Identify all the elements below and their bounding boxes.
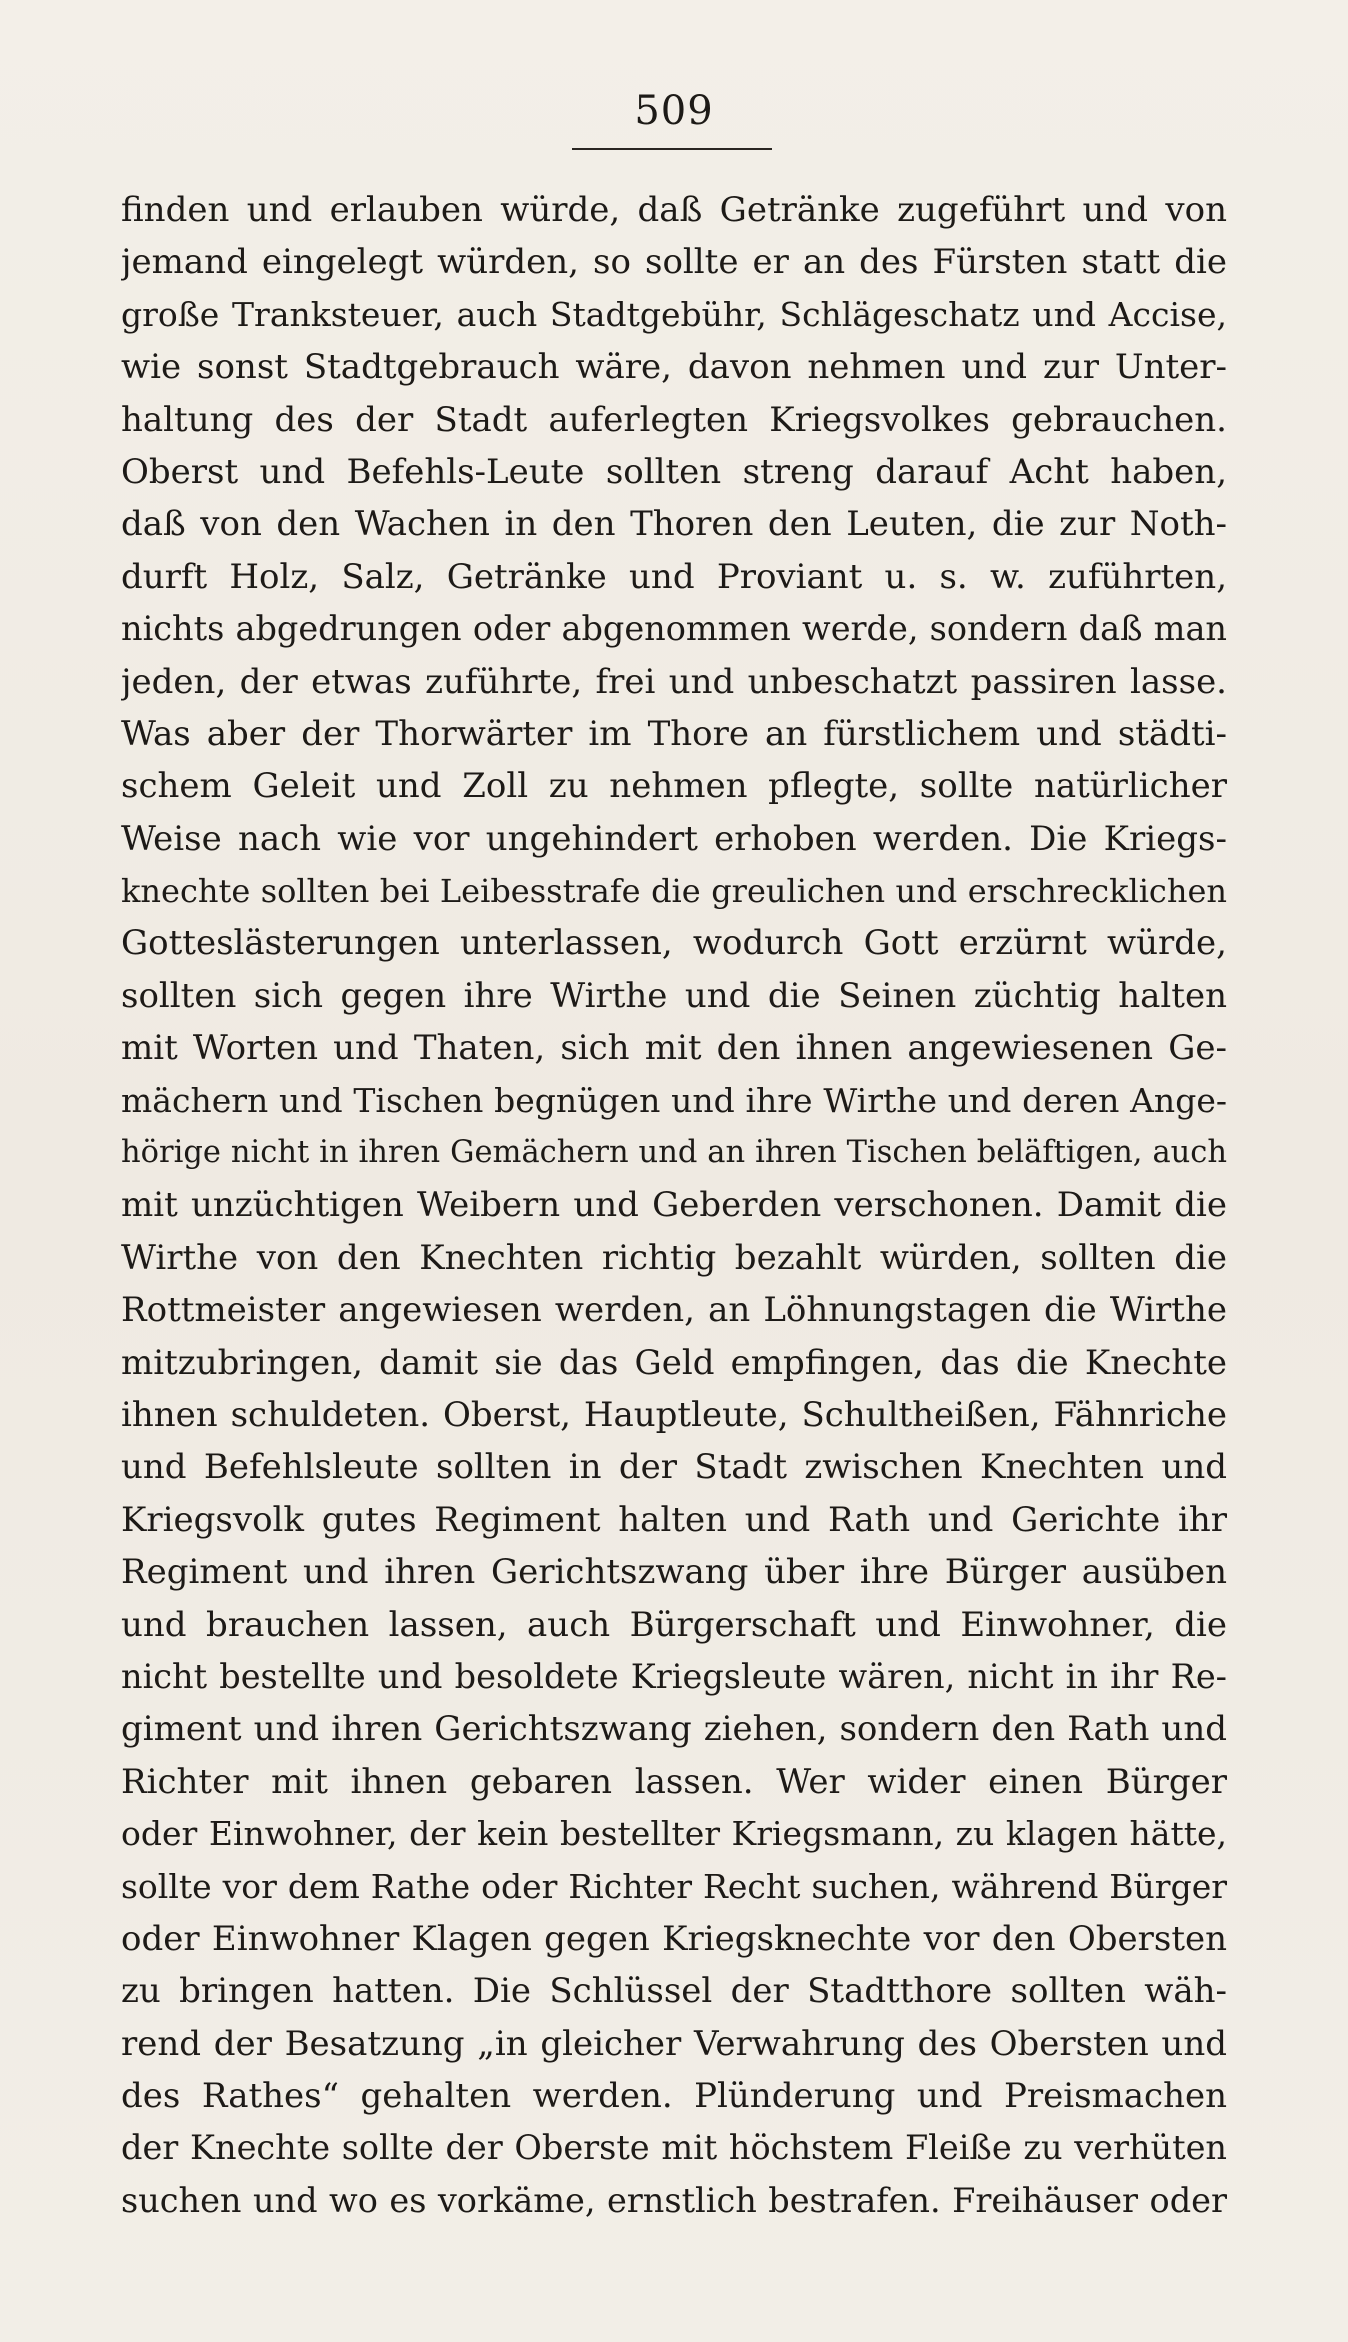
text-line: wie sonst Stadtgebrauch wäre, davon nehmen und zur Unter- bbox=[121, 347, 1227, 388]
text-line: giment und ihren Gerichtszwang ziehen, sondern den Rath und bbox=[121, 1709, 1227, 1750]
text-line: Was aber der Thorwärter im Thore an fürstlichem und städti- bbox=[121, 713, 1227, 754]
page-number: 509 bbox=[634, 88, 714, 134]
text-line: zu bringen hatten. Die Schlüssel der Stadtthore sollten wäh- bbox=[121, 1971, 1227, 2012]
text-line: daß von den Wachen in den Thoren den Leuten, die zur Noth- bbox=[121, 504, 1227, 545]
text-line: des Rathes“ gehalten werden. Plünderung und Preismachen bbox=[121, 2076, 1227, 2117]
text-line: suchen und wo es vorkäme, ernstlich bestrafen. Freihäuser oder bbox=[121, 2180, 1227, 2220]
text-line: Regiment und ihren Gerichtszwang über ihre Bürger ausüben bbox=[121, 1552, 1227, 1593]
text-line: große Tranksteuer, auch Stadtgebühr, Schlägeschatz und Accise, bbox=[121, 294, 1227, 334]
text-line: durft Holz, Salz, Getränke und Proviant u. s. w. zuführten, bbox=[121, 556, 1227, 597]
text-line: oder Einwohner, der kein bestellter Kriegsmann, zu klagen hätte, bbox=[121, 1814, 1227, 1854]
text-line: und Befehlsleute sollten in der Stadt zwischen Knechten und bbox=[121, 1447, 1227, 1488]
text-line: Weise nach wie vor ungehindert erhoben werden. Die Kriegs- bbox=[121, 818, 1227, 859]
text-line: mächern und Tischen begnügen und ihre Wirthe und deren Ange- bbox=[121, 1080, 1227, 1120]
text-line: sollten sich gegen ihre Wirthe und die Seinen züchtig halten bbox=[121, 975, 1227, 1016]
text-line: Wirthe von den Knechten richtig bezahlt würden, sollten die bbox=[121, 1237, 1227, 1278]
text-line: jeden, der etwas zuführte, frei und unbeschatzt passiren lasse. bbox=[121, 661, 1227, 702]
text-line: Rottmeister angewiesen werden, an Löhnungstagen die Wirthe bbox=[121, 1290, 1227, 1331]
text-line: oder Einwohner Klagen gegen Kriegsknechte vor den Obersten bbox=[121, 1918, 1227, 1959]
body-text bbox=[121, 184, 1227, 2227]
text-line: schem Geleit und Zoll zu nehmen pflegte, sollte natürlicher bbox=[121, 766, 1227, 807]
text-line: hörige nicht in ihren Gemächern und an ihren Tischen beläftigen, auch bbox=[121, 1135, 1227, 1171]
text-line: mit unzüchtigen Weibern und Geberden verschonen. Damit die bbox=[121, 1185, 1227, 1226]
text-line: und brauchen lassen, auch Bürgerschaft und Einwohner, die bbox=[121, 1604, 1227, 1645]
text-line: haltung des der Stadt auferlegten Kriegsvolkes gebrauchen. bbox=[121, 399, 1227, 440]
text-line: finden und erlauben würde, daß Getränke zugeführt und von bbox=[121, 190, 1227, 230]
header-rule bbox=[572, 148, 772, 150]
text-line: Richter mit ihnen gebaren lassen. Wer wider einen Bürger bbox=[121, 1761, 1227, 1802]
text-line: sollte vor dem Rathe oder Richter Recht suchen, während Bürger bbox=[121, 1866, 1227, 1906]
text-line: rend der Besatzung „in gleicher Verwahrung des Obersten und bbox=[121, 2023, 1227, 2064]
text-line: ihnen schuldeten. Oberst, Hauptleute, Schultheißen, Fähnriche bbox=[121, 1394, 1227, 1435]
text-line: der Knechte sollte der Oberste mit höchstem Fleiße zu verhüten bbox=[121, 2128, 1227, 2168]
text-line: Oberst und Befehls-Leute sollten streng darauf Acht haben, bbox=[121, 451, 1227, 492]
text-line: Kriegsvolk gutes Regiment halten und Rath und Gerichte ihr bbox=[121, 1499, 1227, 1540]
text-line: Gotteslästerungen unterlassen, wodurch Gott erzürnt würde, bbox=[121, 923, 1227, 964]
text-line: nichts abgedrungen oder abgenommen werde, sondern daß man bbox=[121, 609, 1227, 649]
text-line: knechte sollten bei Leibesstrafe die greulichen und erschrecklichen bbox=[121, 872, 1227, 911]
text-line: mit Worten und Thaten, sich mit den ihnen angewiesenen Ge- bbox=[121, 1028, 1227, 1069]
text-line: jemand eingelegt würden, so sollte er an des Fürsten statt die bbox=[121, 242, 1227, 283]
text-line: nicht bestellte und besoldete Kriegsleute wären, nicht in ihr Re- bbox=[121, 1656, 1227, 1696]
text-line: mitzubringen, damit sie das Geld empfingen, das die Knechte bbox=[121, 1342, 1227, 1383]
